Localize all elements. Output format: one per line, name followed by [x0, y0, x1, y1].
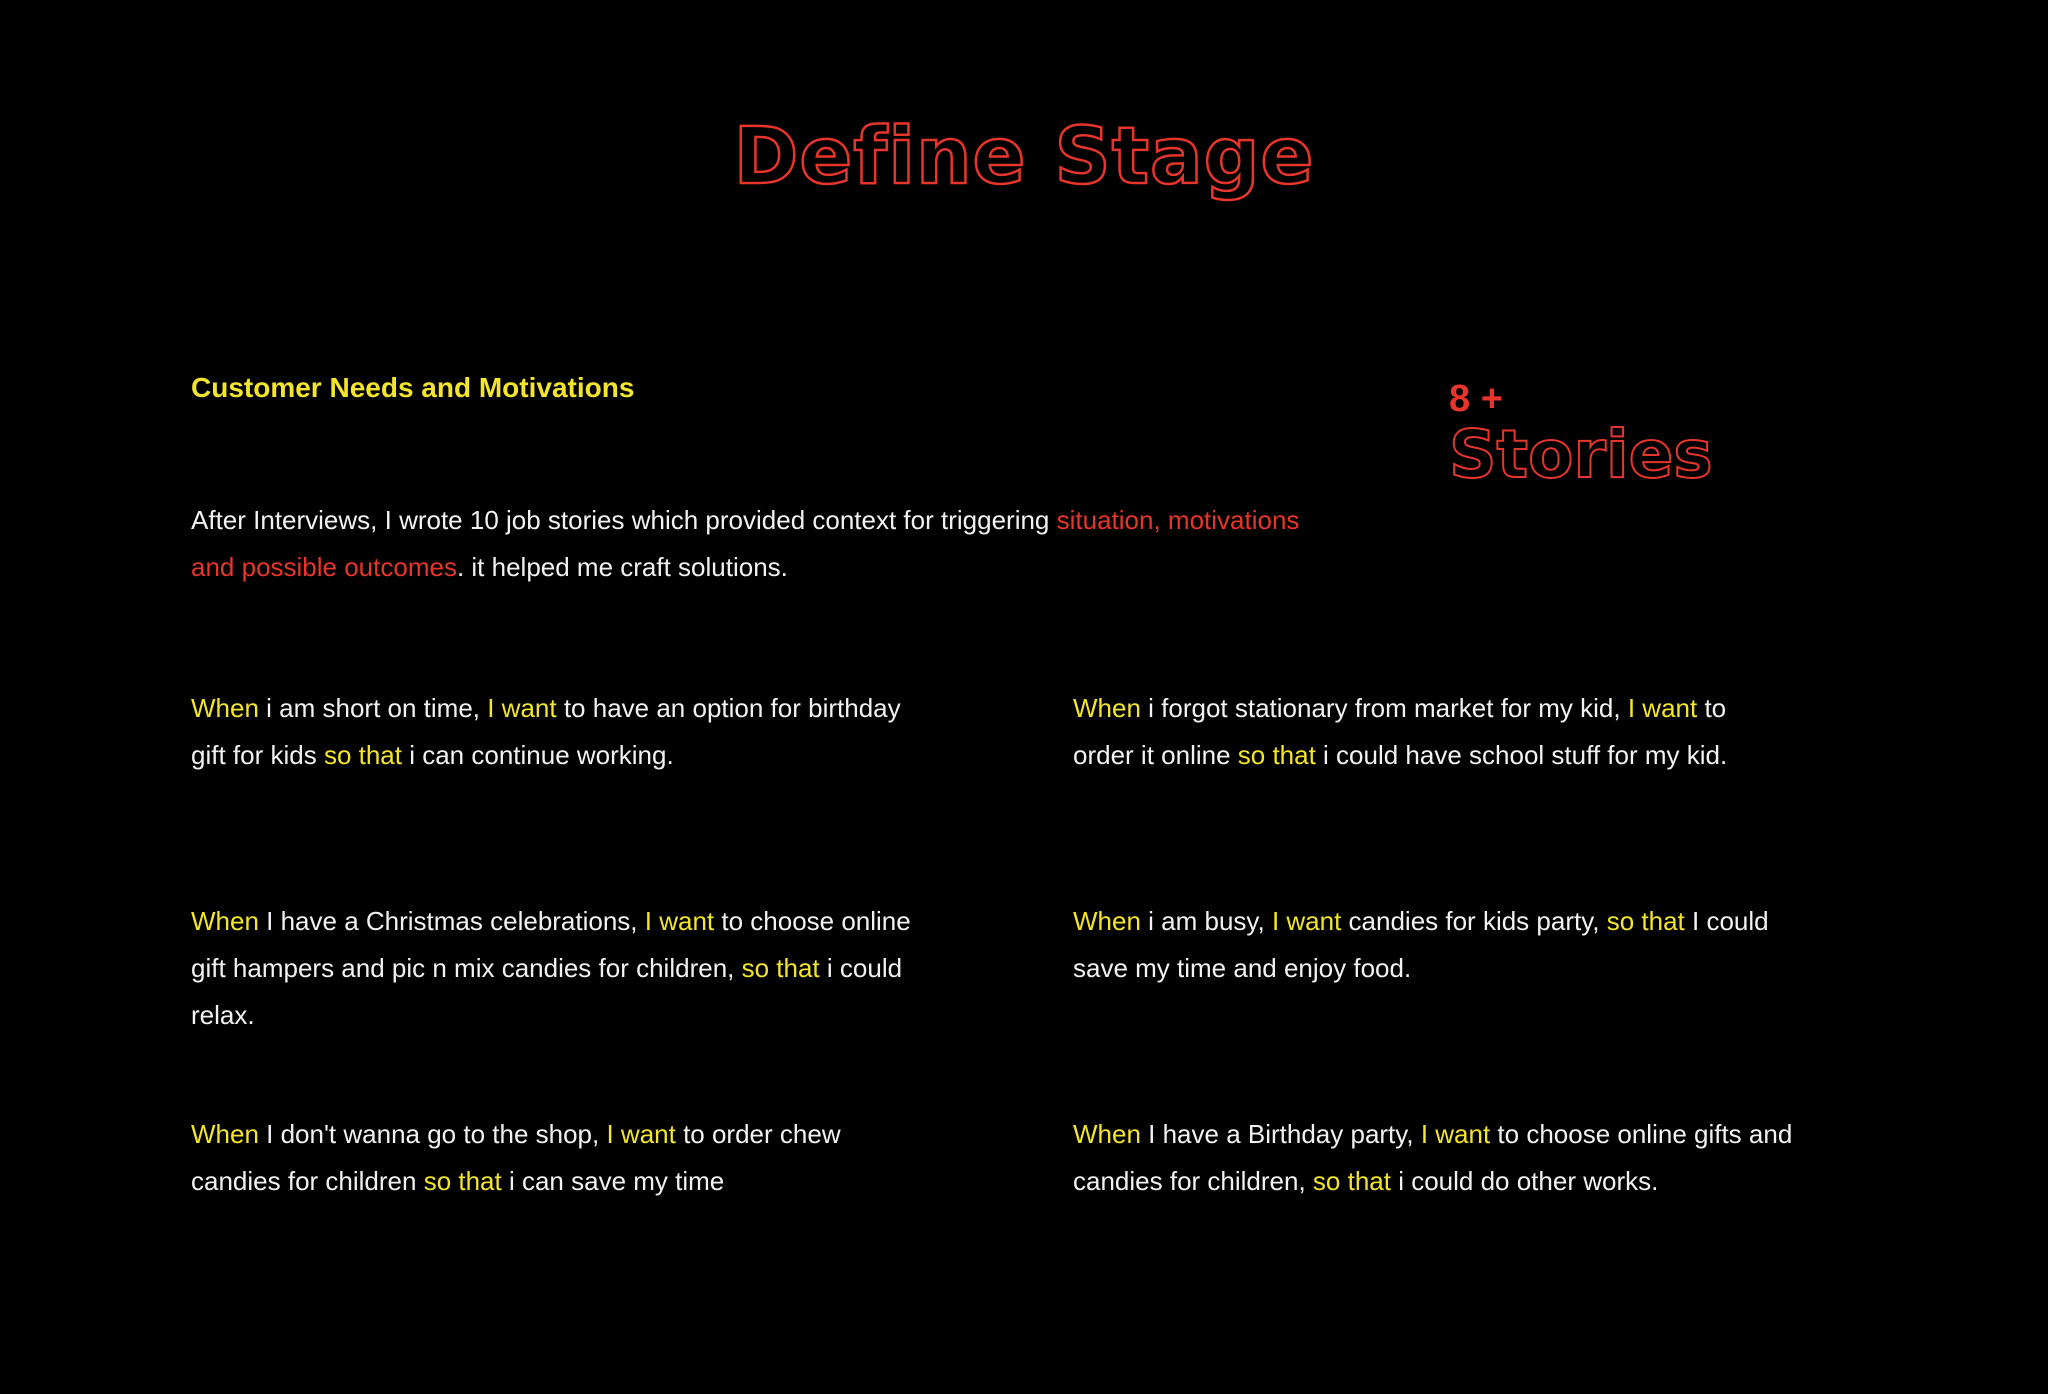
job-story — [1073, 685, 1793, 779]
story-situation: I don't wanna go to the shop, — [258, 1119, 607, 1149]
job-story — [191, 1111, 911, 1205]
section-heading: Customer Needs and Motivations — [191, 372, 635, 403]
story-situation: i am short on time, — [258, 693, 488, 723]
intro-paragraph — [191, 497, 1341, 591]
story-motivation: to choose online gifts and candies for children, — [1073, 1119, 1793, 1196]
story-so-that: so that — [741, 953, 820, 983]
stat-number: 8 + — [1449, 378, 1503, 420]
story-outcome: I could save my time and enjoy food. — [1073, 906, 1769, 983]
story-want: I want — [1271, 906, 1342, 936]
story-so-that: so that — [1237, 740, 1316, 770]
job-story — [191, 898, 911, 1039]
stories-count-stat — [1449, 375, 1713, 491]
story-outcome: i could do other works. — [1390, 1166, 1659, 1196]
story-outcome: i could have school stuff for my kid. — [1315, 740, 1728, 770]
story-motivation: candies for kids party, — [1341, 906, 1607, 936]
job-story — [191, 685, 911, 779]
story-want: I want — [487, 693, 557, 723]
story-want: I want — [1420, 1119, 1491, 1149]
story-so-that: so that — [423, 1166, 502, 1196]
story-when: When — [1073, 693, 1141, 723]
story-when: When — [1073, 906, 1141, 936]
story-outcome: i can save my time — [501, 1166, 725, 1196]
story-so-that: so that — [1606, 906, 1685, 936]
story-situation: I have a Christmas celebrations, — [258, 906, 645, 936]
story-motivation: to order chew candies for children — [191, 1119, 841, 1196]
story-want: I want — [1627, 693, 1698, 723]
story-when: When — [191, 1119, 259, 1149]
story-situation: i forgot stationary from market for my kid, — [1140, 693, 1628, 723]
story-when: When — [191, 906, 259, 936]
story-situation: i am busy, — [1140, 906, 1272, 936]
stat-label: Stories — [1449, 416, 1713, 493]
story-outcome: i can continue working. — [402, 740, 674, 770]
story-motivation: to order it online — [1073, 693, 1727, 770]
story-when: When — [1073, 1119, 1141, 1149]
intro-highlight: situation, motivations and possible outcomes — [191, 505, 1300, 582]
story-so-that: so that — [1312, 1166, 1391, 1196]
page-title: Define Stage — [733, 112, 1315, 202]
story-so-that: so that — [323, 740, 402, 770]
intro-text-after: . it helped me craft solutions. — [456, 552, 788, 582]
story-situation: I have a Birthday party, — [1140, 1119, 1421, 1149]
story-want: I want — [606, 1119, 676, 1149]
story-motivation: to have an option for birthday gift for kids — [191, 693, 901, 770]
job-story — [1073, 1111, 1793, 1205]
job-story — [1073, 898, 1793, 992]
story-want: I want — [644, 906, 715, 936]
story-outcome: i could relax. — [191, 953, 903, 1030]
story-motivation: to choose online gift hampers and pic n mix candies for children, — [191, 906, 911, 983]
story-when: When — [191, 693, 259, 723]
intro-text-before: After Interviews, I wrote 10 job stories which provided context for triggering — [191, 505, 1057, 535]
